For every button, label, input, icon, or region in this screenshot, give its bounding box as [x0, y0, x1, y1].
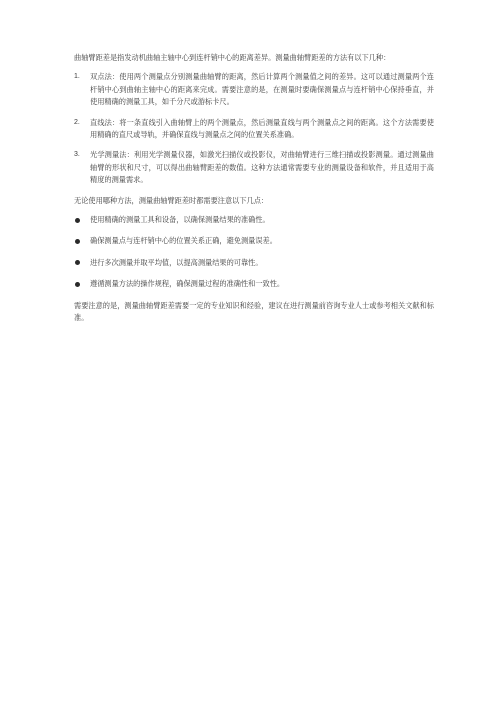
points-intro-paragraph: 无论使用哪种方法，测量曲轴臂距差时都需要注意以下几点： [74, 195, 269, 205]
bullet-text: 进行多次测量并取平均值，以提高测量结果的可靠性。 [90, 257, 263, 267]
method-number: 3. [74, 151, 80, 159]
bullet-item [74, 257, 434, 269]
bullet-item [74, 214, 434, 226]
bullet-item [74, 278, 434, 290]
bullet-text: 确保测量点与连杆销中心的位置关系正确，避免测量误差。 [90, 236, 277, 246]
method-item [74, 149, 434, 186]
method-text: 直线法：将一条直线引入曲轴臂上的两个测量点，然后测量直线与两个测量点之间的距离。这个方法需要使用精确的直尺或导轨，并确保直线与测量点之间的位置关系准确。 [90, 117, 434, 140]
method-item [74, 117, 434, 142]
method-text: 光学测量法：利用光学测量仪器，如激光扫描仪或投影仪，对曲轴臂进行三维扫描或投影测量。通过测量曲轴臂的形状和尺寸，可以得出曲轴臂距差的数值。这种方法通常需要专业的测量设备和软件，并且适用于高精度的测量需求。 [90, 150, 434, 185]
method-item [74, 71, 434, 108]
points-list [74, 214, 434, 291]
document-page [74, 52, 434, 332]
bullet-item [74, 235, 434, 247]
conclusion-paragraph: 需要注意的是，测量曲轴臂距差需要一定的专业知识和经验，建议在进行测量前咨询专业人士或参考相关文献和标准。 [74, 300, 434, 323]
method-list [74, 71, 434, 186]
method-text: 双点法：使用两个测量点分别测量曲轴臂的距离，然后计算两个测量值之间的差异。这可以通过测量两个连杆销中心到曲轴主轴中心的距离来完成。需要注意的是，在测量时要确保测量点与连杆销中心保持垂直，并使用精确的测量工具，如千分尺或游标卡尺。 [90, 72, 434, 107]
intro-paragraph: 曲轴臂距差是指发动机曲轴主轴中心到连杆销中心的距离差异。测量曲轴臂距差的方法有以下几种： [74, 53, 391, 62]
bullet-icon [75, 239, 80, 244]
method-number: 1. [74, 73, 80, 81]
bullet-icon [75, 218, 80, 223]
bullet-icon [75, 260, 80, 265]
method-number: 2. [74, 118, 80, 126]
bullet-text: 使用精确的测量工具和设备，以确保测量结果的准确性。 [90, 215, 270, 225]
bullet-icon [75, 282, 80, 287]
bullet-text: 遵循测量方法的操作规程，确保测量过程的准确性和一致性。 [90, 279, 285, 289]
